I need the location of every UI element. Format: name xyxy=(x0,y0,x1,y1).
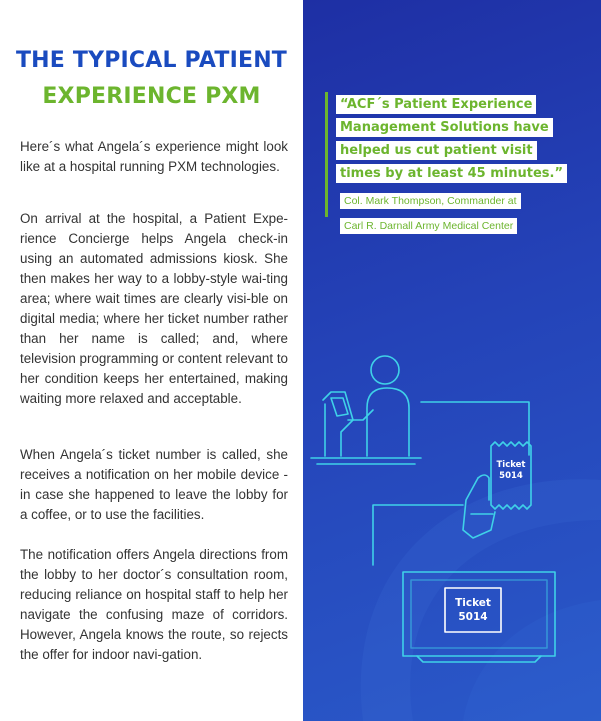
paragraph-intro: Here´s what Angela´s experience might look like at a hospital running PXM technologies. xyxy=(20,139,288,174)
quote-line-3: helped us cut patient visit xyxy=(336,141,537,160)
quote-line-2: Management Solutions have xyxy=(336,118,553,137)
paragraph-navigation: The notification offers Angela directions from the lobby to her doctor´s consultation room, reducing reliance on hospital staff to help her navigate the confusing maze of corridors. However, Angela knows the route, so rejects the offer for indoor navi-gation. xyxy=(20,547,288,662)
phone-ticket-number: 5014 xyxy=(499,471,523,481)
phone-ticket-word: Ticket xyxy=(496,460,526,470)
title-line-2: EXPERIENCE PXM xyxy=(42,84,261,109)
quote-line-4: times by at least 45 minutes.” xyxy=(336,164,567,183)
kiosk-person-icon xyxy=(311,356,529,464)
quote-line-1: “ACF´s Patient Experience xyxy=(336,95,536,114)
paragraph-notification: When Angela´s ticket number is called, she receives a notification on her mobile device - in case she happened to leave the lobby for a coffee, or to use the facilities. xyxy=(20,447,288,522)
screen-ticket-number: 5014 xyxy=(458,611,488,623)
title-line-1: THE TYPICAL PATIENT xyxy=(15,48,288,73)
quote-attribution-2: Carl R. Darnall Army Medical Center xyxy=(340,218,517,234)
quote-panel xyxy=(303,0,601,721)
screen-ticket-label xyxy=(443,596,503,624)
paragraph-arrival: On arrival at the hospital, a Patient Expe-rience Concierge helps Angela check-in using an automated admissions kiosk. She then makes her way to a lobby-style wai-ting area; where wait times are clearly visi-ble on digital media; where her ticket number rather than her name is called; and, where television programming or content relevant to her condition keeps her entertained, making waiting more relaxed and acceptable. xyxy=(20,211,288,406)
phone-ticket-label xyxy=(489,460,533,482)
screen-ticket-word: Ticket xyxy=(455,597,491,609)
quote-attribution-1: Col. Mark Thompson, Commander at xyxy=(340,193,521,209)
